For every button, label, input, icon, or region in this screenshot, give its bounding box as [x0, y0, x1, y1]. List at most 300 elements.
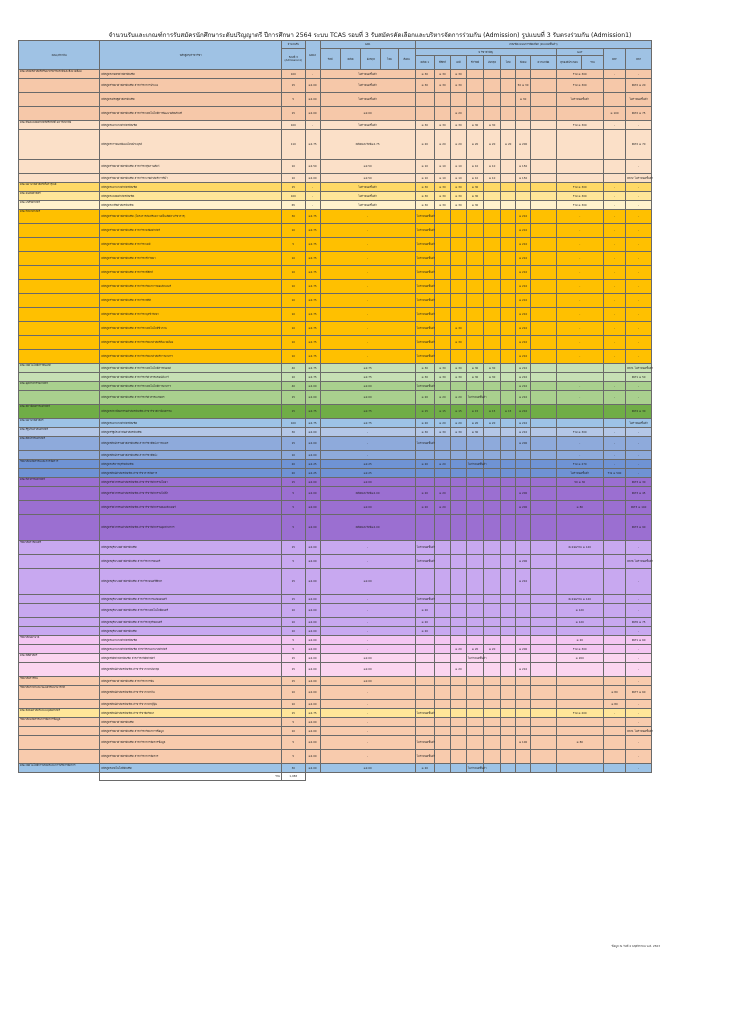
cell-a — [415, 478, 434, 487]
cell-d: ≥ 20 — [466, 419, 483, 428]
cell-q: 15 — [282, 595, 306, 604]
cell-prog: หลักสูตรดุริยางคศาสตรบัณฑิต — [100, 627, 282, 636]
cell-h: ≥ 210 — [516, 350, 531, 364]
cell-empty — [531, 364, 557, 373]
cell-h: ≥ 210 — [516, 308, 531, 322]
cell-y: PAT4 ≥ 30 — [626, 405, 652, 419]
cell-r: - — [556, 382, 603, 391]
cell-empty — [531, 266, 557, 280]
cell-e: ≥ 10 — [484, 160, 501, 174]
cell-z — [603, 645, 625, 654]
cell-c — [450, 618, 466, 627]
cell-y: PAT2 ≥ 75 — [626, 107, 652, 121]
cell-h: ≥ 210 — [516, 294, 531, 308]
cell-d — [466, 350, 483, 364]
cell-b — [434, 636, 450, 645]
cell-f — [501, 210, 516, 224]
cell-r: - — [556, 238, 603, 252]
cell-h — [516, 686, 531, 700]
cell-m: ไม่กำหนดขั้นต่ำ — [320, 70, 415, 79]
cell-h — [516, 192, 531, 201]
cell-e — [484, 238, 501, 252]
cell-fac — [19, 736, 100, 750]
cell-d: ไม่กำหนดขั้นต่ำ — [466, 460, 483, 469]
cell-m: - — [320, 686, 415, 700]
table-row — [19, 555, 652, 569]
cell-e: ≥ 30 — [484, 121, 501, 130]
cell-c — [450, 764, 466, 773]
cell-f — [501, 419, 516, 428]
cell-r: รวม ≥ 300 — [556, 121, 603, 130]
table-row — [19, 428, 652, 437]
cell-a: ไม่กำหนดขั้นต่ำ — [415, 252, 434, 266]
cell-r: - — [556, 350, 603, 364]
cell-z — [603, 364, 625, 373]
cell-r: - — [556, 336, 603, 350]
cell-y: PAT1 ≥ 60 — [626, 636, 652, 645]
cell-b — [434, 469, 450, 478]
cell-fac: วิทยาลัยพยาบาล — [19, 636, 100, 645]
cell-fac — [19, 280, 100, 294]
table-row — [19, 764, 652, 773]
cell-y: - — [626, 663, 652, 677]
cell-f — [501, 604, 516, 618]
cell-prog: หลักสูตรวิทยาศาสตรบัณฑิต สาขาวิชาเวชศาสตร์การกีฬา — [100, 174, 282, 183]
cell-m: ไม่กำหนดขั้นต่ำ — [320, 79, 415, 93]
cell-fac — [19, 618, 100, 627]
cell-m: ไม่กำหนดขั้นต่ำ — [320, 201, 415, 210]
cell-m: - — [320, 636, 415, 645]
cell-f — [501, 391, 516, 405]
cell-fac — [19, 93, 100, 107]
cell-m: - — [320, 541, 415, 555]
cell-q: 15 — [282, 709, 306, 718]
cell-c — [450, 604, 466, 618]
cell-m: ≥2.75 — [320, 419, 415, 428]
cell-q: 20 — [282, 460, 306, 469]
cell-r: รวม ≥ 300 — [556, 70, 603, 79]
cell-r — [556, 174, 603, 183]
cell-c: ≥ 20 — [450, 391, 466, 405]
cell-d: ≥ 20 — [466, 130, 483, 160]
cell-e — [484, 663, 501, 677]
cell-y: - — [626, 391, 652, 405]
cell-r — [556, 686, 603, 700]
cell-e — [484, 595, 501, 604]
cell-r: - — [556, 210, 603, 224]
cell-e — [484, 709, 501, 718]
cell-empty — [531, 727, 557, 736]
cell-fac: คณะเทคโนโลยีสารสนเทศ — [19, 364, 100, 373]
cell-z — [603, 130, 625, 160]
table-row — [19, 645, 652, 654]
cell-d — [466, 308, 483, 322]
cell-g: ≥2.00 — [305, 107, 320, 121]
cell-c: ≥ 30 — [450, 373, 466, 382]
cell-r: - — [556, 266, 603, 280]
cell-prog: หลักสูตรวิทยาศาสตรบัณฑิต สาขาวิชาเทคโนโลยีการพัฒนาผลิตภัณฑ์ — [100, 107, 282, 121]
cell-f: ≥ 15 — [501, 405, 516, 419]
cell-r — [556, 107, 603, 121]
cell-b — [434, 604, 450, 618]
cell-prog: หลักสูตรวิทยาศาสตรบัณฑิต สาขาวิชาฟิสิกส์ — [100, 266, 282, 280]
cell-e — [484, 736, 501, 750]
cell-empty — [531, 686, 557, 700]
cell-fac — [19, 391, 100, 405]
cell-d — [466, 93, 483, 107]
cell-f — [501, 677, 516, 686]
cell-m: ≥2.75 — [320, 364, 415, 373]
cell-empty — [531, 79, 557, 93]
cell-m: ≥2.00 — [320, 501, 415, 515]
cell-r: ไม่กำหนดขั้นต่ำ — [556, 469, 603, 478]
cell-d — [466, 487, 483, 501]
cell-a — [415, 515, 434, 541]
cell-r: รวม ≥ 300 — [556, 79, 603, 93]
cell-empty — [531, 700, 557, 709]
cell-m: ≥2.50 — [320, 174, 415, 183]
cell-b: ≥ 30 — [434, 373, 450, 382]
cell-y: - — [626, 336, 652, 350]
cell-y: - — [626, 266, 652, 280]
cell-q: 5 — [282, 718, 306, 727]
cell-prog: หลักสูตรวิศวกรรมศาสตรบัณฑิต สาขาวิชาวิศวกรรมไฟฟ้า — [100, 487, 282, 501]
cell-c: ≥ 20 — [450, 130, 466, 160]
cell-h — [516, 654, 531, 663]
cell-fac: คณะรัฐประศาสนศาสตร์ — [19, 428, 100, 437]
table-row — [19, 595, 652, 604]
cell-r — [556, 677, 603, 686]
cell-d — [466, 294, 483, 308]
cell-g: ≥2.00 — [305, 750, 320, 764]
cell-f — [501, 569, 516, 595]
cell-h — [516, 627, 531, 636]
cell-fac: คณะนิติศาสตร์ — [19, 654, 100, 663]
cell-d — [466, 336, 483, 350]
cell-a: ≥ 30 — [415, 364, 434, 373]
cell-q: 100 — [282, 419, 306, 428]
cell-z — [603, 419, 625, 428]
cell-y: - — [626, 350, 652, 364]
cell-fac — [19, 79, 100, 93]
cell-m: ≥2.75 — [320, 405, 415, 419]
cell-f — [501, 336, 516, 350]
cell-empty — [531, 192, 557, 201]
cell-y: - — [626, 70, 652, 79]
cell-prog: หลักสูตรวิทยาศาสตรบัณฑิต สาขาวิชาวิศวกรรมเกษตร — [100, 391, 282, 405]
cell-b — [434, 294, 450, 308]
cell-q: 100 — [282, 70, 306, 79]
cell-fac: คณะอุตสาหกรรมเกษตร — [19, 382, 100, 391]
cell-f — [501, 437, 516, 451]
cell-r: - — [556, 308, 603, 322]
cell-g: ≥2.75 — [305, 373, 320, 382]
cell-f — [501, 686, 516, 700]
cell-f — [501, 160, 516, 174]
cell-m: คณิตและวิทย์≥2.00 — [320, 487, 415, 501]
cell-m: ≥2.75 — [320, 373, 415, 382]
cell-q: 10 — [282, 618, 306, 627]
cell-e — [484, 437, 501, 451]
cell-r — [556, 569, 603, 595]
cell-h — [516, 677, 531, 686]
cell-h: ≥ 200 — [516, 437, 531, 451]
gpa-col-sci: วิทย์ — [320, 49, 340, 70]
cell-a — [415, 700, 434, 709]
cell-a — [415, 569, 434, 595]
cell-c — [450, 541, 466, 555]
cell-e — [484, 252, 501, 266]
cell-a: ≥ 20 — [415, 419, 434, 428]
cell-b — [434, 595, 450, 604]
cell-m: ≥2.00 — [320, 382, 415, 391]
cell-g: ≥2.00 — [305, 618, 320, 627]
cell-f — [501, 70, 516, 79]
cell-f — [501, 382, 516, 391]
cell-f — [501, 308, 516, 322]
cell-empty — [531, 107, 557, 121]
cell-b — [434, 627, 450, 636]
table-row — [19, 238, 652, 252]
cell-g: ≥2.00 — [305, 654, 320, 663]
cell-prog: หลักสูตรการแพทย์แผนไทยประยุกต์ — [100, 130, 282, 160]
cell-f — [501, 654, 516, 663]
cell-r: รวม ≥ 270 — [556, 460, 603, 469]
table-row — [19, 201, 652, 210]
cell-b: ≥ 30 — [434, 428, 450, 437]
cell-prog: หลักสูตรศิลปศาสตรบัณฑิต สาขาวิชาภาษาจีน — [100, 686, 282, 700]
cell-prog: หลักสูตรวิทยาศาสตรบัณฑิต สาขาวิชาวิทยาศาสตร์สิ่งแวดล้อม — [100, 336, 282, 350]
cell-empty — [531, 391, 557, 405]
table-row — [19, 405, 652, 419]
cell-g: ≥2.00 — [305, 174, 320, 183]
cell-e — [484, 487, 501, 501]
cell-b — [434, 736, 450, 750]
cell-h: ≥ 210 — [516, 663, 531, 677]
cell-prog: หลักสูตรนิติศาสตรบัณฑิต สาขาวิชานิติศาสตร์ — [100, 654, 282, 663]
cell-prog: หลักสูตรดุริยางคศาสตรบัณฑิต สาขาวิชาดนตรีศึกษา — [100, 569, 282, 595]
gpa-col-thai: ไทย — [381, 49, 398, 70]
cell-prog: หลักสูตรวิทยาศาสตรบัณฑิต สาขาวิชาการบิน — [100, 677, 282, 686]
cell-h: ≥ 210 — [516, 373, 531, 382]
cell-g: ≥2.75 — [305, 419, 320, 428]
cell-empty — [531, 460, 557, 469]
cell-b — [434, 700, 450, 709]
cell-g: ≥2.75 — [305, 210, 320, 224]
cell-z — [603, 627, 625, 636]
cell-g: ≥2.00 — [305, 391, 320, 405]
cell-h — [516, 541, 531, 555]
cell-c — [450, 709, 466, 718]
cell-h: ≥ 150 — [516, 174, 531, 183]
cell-h: ≥ 210 — [516, 238, 531, 252]
cell-y: - — [626, 224, 652, 238]
cell-g: ≥2.00 — [305, 478, 320, 487]
cell-a: ≥ 20 — [415, 391, 434, 405]
cell-empty — [531, 487, 557, 501]
cell-z — [603, 515, 625, 541]
cell-e — [484, 727, 501, 736]
cell-fac: วิทยาลัยนวัตกรรมและการจัดการ — [19, 460, 100, 469]
table-row — [19, 419, 652, 428]
cell-g: ≥2.00 — [305, 93, 320, 107]
cell-z — [603, 764, 625, 773]
cell-empty — [531, 604, 557, 618]
cell-a — [415, 93, 434, 107]
cell-c — [450, 224, 466, 238]
cell-c — [450, 437, 466, 451]
cell-fac: คณะพยาบาลศาสตร์ — [19, 419, 100, 428]
cell-fac — [19, 160, 100, 174]
cell-b — [434, 750, 450, 764]
cell-z: - — [603, 192, 625, 201]
cell-c — [450, 736, 466, 750]
table-row — [19, 210, 652, 224]
cell-r: รวม ≥ 300 — [556, 201, 603, 210]
cell-empty — [531, 308, 557, 322]
cell-b: ≥ 20 — [434, 391, 450, 405]
cell-c — [450, 750, 466, 764]
cell-empty — [531, 121, 557, 130]
cell-g: ≥2.00 — [305, 727, 320, 736]
cell-d — [466, 569, 483, 595]
test-col-2: ฟิสิกส์ — [434, 56, 450, 70]
cell-q: 10 — [282, 280, 306, 294]
cell-m: - — [320, 308, 415, 322]
cell-q: 10 — [282, 322, 306, 336]
cell-fac — [19, 663, 100, 677]
cell-m: - — [320, 645, 415, 654]
cell-q: 30 — [282, 428, 306, 437]
cell-c — [450, 308, 466, 322]
cell-b — [434, 437, 450, 451]
cell-f — [501, 487, 516, 501]
cell-d: ≥ 30 — [466, 364, 483, 373]
cell-h — [516, 750, 531, 764]
cell-m: - — [320, 336, 415, 350]
cell-m: ไม่กำหนดขั้นต่ำ — [320, 93, 415, 107]
cell-b: ≥ 10 — [434, 160, 450, 174]
cell-y: - — [626, 252, 652, 266]
table-row — [19, 515, 652, 541]
cell-e — [484, 391, 501, 405]
cell-m: ≥2.00 — [320, 478, 415, 487]
cell-e: ≥ 10 — [484, 174, 501, 183]
cell-c: ≥ 10 — [450, 160, 466, 174]
cell-d: ไม่กำหนดขั้นต่ำ — [466, 764, 483, 773]
cell-f — [501, 501, 516, 515]
cell-a: ไม่กำหนดขั้นต่ำ — [415, 280, 434, 294]
cell-empty — [531, 555, 557, 569]
cell-a — [415, 645, 434, 654]
table-row — [19, 266, 652, 280]
cell-empty — [531, 654, 557, 663]
gpa-col-math: คณิต — [340, 49, 360, 70]
cell-a: ไม่กำหนดขั้นต่ำ — [415, 595, 434, 604]
cell-d — [466, 677, 483, 686]
cell-h: ≥ 200 — [516, 645, 531, 654]
cell-b: ≥ 15 — [434, 405, 450, 419]
test-col-8: ความถนัด — [531, 56, 557, 70]
cell-fac — [19, 487, 100, 501]
cell-h: ≥ 200 — [516, 487, 531, 501]
cell-m: ≥2.00 — [320, 764, 415, 773]
cell-a — [415, 451, 434, 460]
cell-fac — [19, 294, 100, 308]
cell-c: ≥ 30 — [450, 121, 466, 130]
cell-q: 15 — [282, 391, 306, 405]
cell-a: ≥ 20 — [415, 604, 434, 618]
cell-c — [450, 93, 466, 107]
cell-m: - — [320, 252, 415, 266]
cell-a: ≥ 20 — [415, 501, 434, 515]
cell-y: - — [626, 541, 652, 555]
cell-a: ≥ 20 — [415, 460, 434, 469]
cell-g: ≥2.00 — [305, 437, 320, 451]
cell-b — [434, 280, 450, 294]
cell-prog: หลักสูตรดุริยางคศาสตรบัณฑิต สาขาวิชาเทคโนโลยีดนตรี — [100, 604, 282, 618]
cell-y: - — [626, 700, 652, 709]
cell-m: ไม่กำหนดขั้นต่ำ — [320, 183, 415, 192]
cell-f — [501, 451, 516, 460]
cell-empty — [531, 252, 557, 266]
cell-a: ≥ 20 — [415, 618, 434, 627]
cell-q: 30 — [282, 764, 306, 773]
cell-f — [501, 373, 516, 382]
table-row — [19, 391, 652, 405]
cell-y: - — [626, 736, 652, 750]
cell-b — [434, 266, 450, 280]
cell-b — [434, 308, 450, 322]
cell-m: - — [320, 322, 415, 336]
cell-q: 15 — [282, 663, 306, 677]
cell-r — [556, 160, 603, 174]
cell-q: 15 — [282, 478, 306, 487]
cell-prog: หลักสูตรศิลปศาสตรบัณฑิต สาขาวิชาการจัดการ — [100, 469, 282, 478]
cell-m: - — [320, 700, 415, 709]
cell-a — [415, 654, 434, 663]
cell-g: ≥2.00 — [305, 569, 320, 595]
table-row — [19, 451, 652, 460]
cell-h — [516, 764, 531, 773]
cell-q: 5 — [282, 93, 306, 107]
cell-prog: หลักสูตรวิทยาศาสตรบัณฑิต — [100, 718, 282, 727]
cell-c — [450, 595, 466, 604]
cell-y: - — [626, 238, 652, 252]
cell-c: ≥ 30 — [450, 183, 466, 192]
cell-fac: คณะสังคมศาสตร์และมนุษยศาสตร์ — [19, 709, 100, 718]
cell-f — [501, 555, 516, 569]
cell-e — [484, 654, 501, 663]
cell-empty — [531, 130, 557, 160]
cell-g: ≥2.75 — [305, 266, 320, 280]
cell-e: ≥ 30 — [484, 373, 501, 382]
cell-m: - — [320, 736, 415, 750]
cell-z: - — [603, 280, 625, 294]
table-row — [19, 750, 652, 764]
cell-y: - — [626, 201, 652, 210]
cell-r — [556, 718, 603, 727]
cell-a: ≥ 20 — [415, 627, 434, 636]
cell-y: ไม่กำหนดขั้นต่ำ — [626, 419, 652, 428]
cell-g: ≥2.75 — [305, 405, 320, 419]
cell-fac — [19, 322, 100, 336]
cell-r: - — [556, 252, 603, 266]
cell-m: - — [320, 210, 415, 224]
cell-fac — [19, 308, 100, 322]
cell-a — [415, 677, 434, 686]
cell-b — [434, 210, 450, 224]
